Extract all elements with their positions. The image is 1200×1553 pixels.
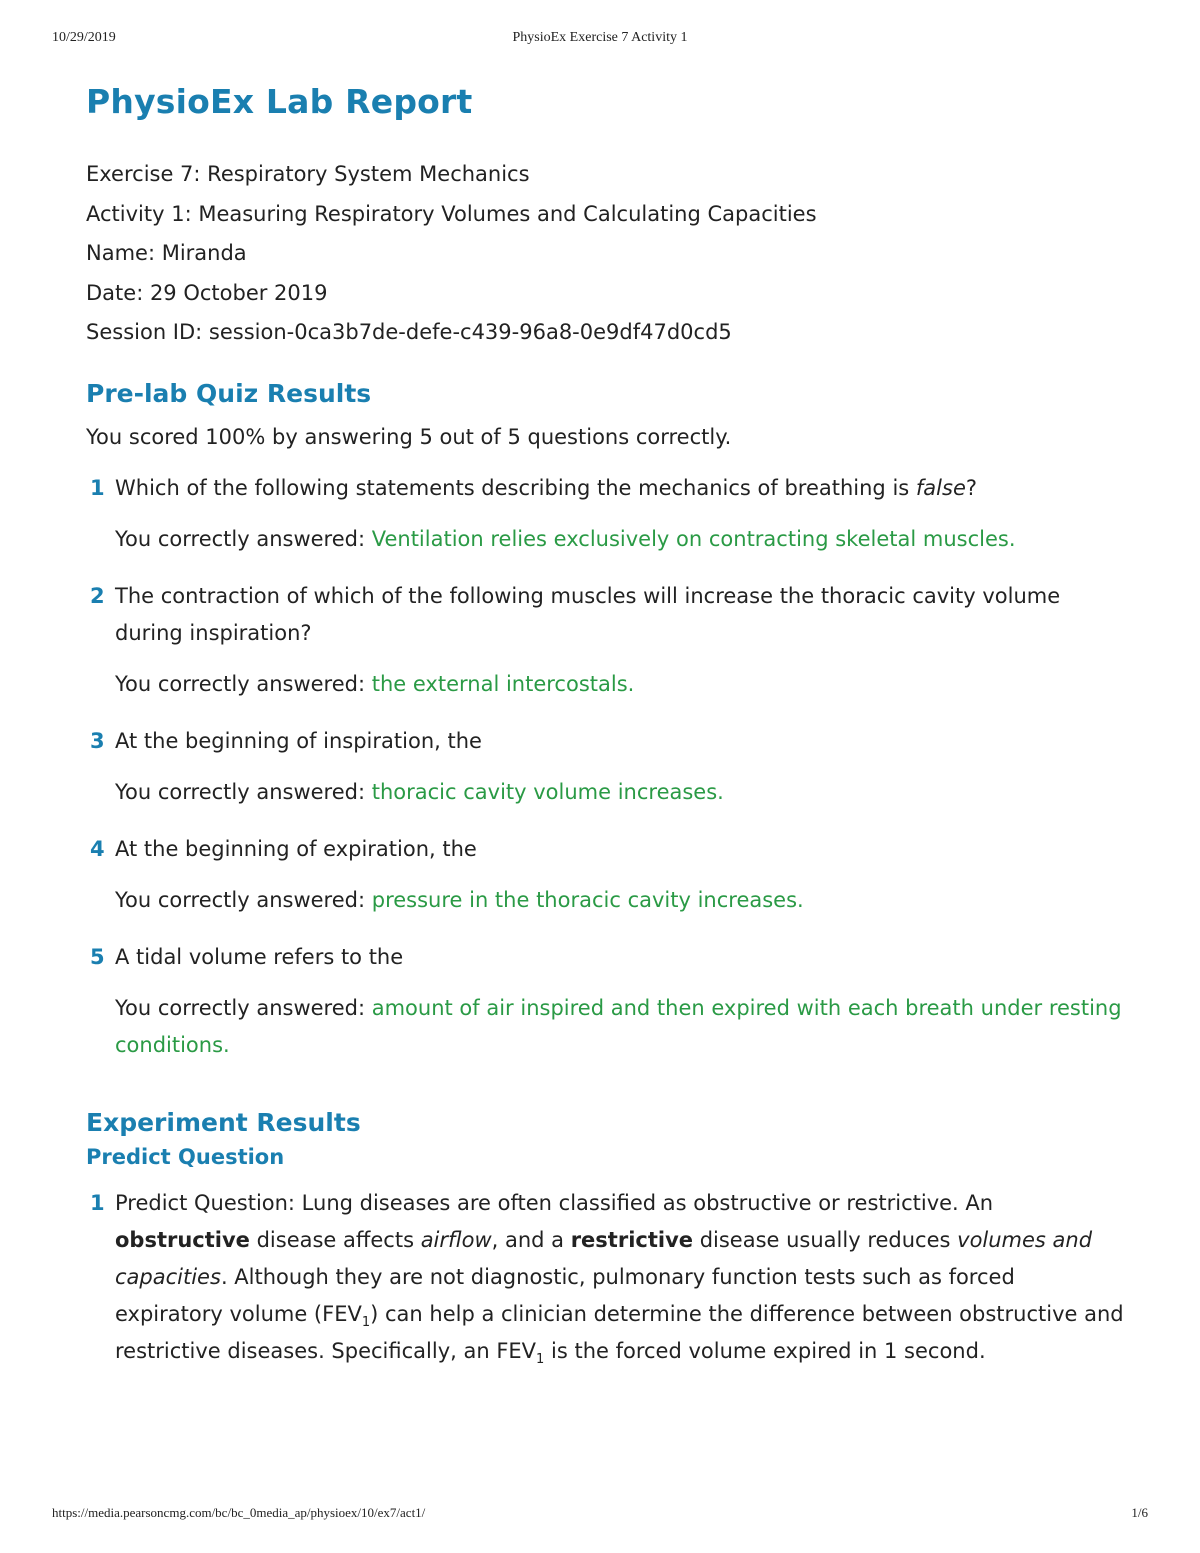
date-line: Date: 29 October 2019 — [86, 280, 328, 305]
question-answer — [115, 521, 1126, 558]
report-content — [86, 82, 1126, 1390]
print-doc-title: PhysioEx Exercise 7 Activity 1 — [512, 30, 688, 45]
question-number: 5 — [90, 944, 105, 969]
activity-line: Activity 1: Measuring Respiratory Volumes and Calculating Capacities — [86, 201, 817, 226]
question-text: At the beginning of expiration, the — [115, 836, 477, 861]
text-part: ) can help a clinician determine the difference between obstructive and restrictive diseases. Specifically, an FEV — [115, 1301, 1124, 1363]
answer-prefix: You correctly answered: — [115, 779, 372, 804]
page-number: 1/6 — [1131, 1505, 1148, 1520]
report-title: PhysioEx Lab Report — [86, 82, 473, 121]
question-text: The contraction of which of the following muscles will increase the thoracic cavity volume during inspiration? — [115, 583, 1061, 645]
text-italic: volumes and capacities — [115, 1227, 1093, 1289]
prelab-heading: Pre-lab Quiz Results — [86, 378, 372, 408]
text-part: disease affects — [249, 1227, 421, 1252]
answer-prefix: You correctly answered: — [115, 995, 372, 1020]
question-answer — [115, 666, 1126, 703]
name-line: Name: Miranda — [86, 241, 247, 265]
question-text: A tidal volume refers to the — [115, 944, 404, 969]
session-line: Session ID: session-0ca3b7de-defe-c439-96a8-0e9df47d0cd5 — [86, 320, 732, 344]
question-answer — [115, 990, 1126, 1064]
text-part: , and a — [491, 1227, 571, 1252]
question-text-part: ? — [965, 475, 978, 500]
correct-answer: pressure in the thoracic cavity increases. — [371, 887, 804, 912]
predict-subheading: Predict Question — [86, 1144, 285, 1169]
question-number: 1 — [90, 1190, 105, 1215]
question-text-part: Which of the following statements describing the mechanics of breathing is — [115, 475, 916, 500]
quiz-question-2 — [86, 578, 1126, 703]
text-italic: airflow — [420, 1227, 492, 1252]
text-subscript: 1 — [536, 1351, 545, 1367]
text-part: disease usually reduces — [693, 1227, 958, 1252]
question-number: 2 — [90, 583, 105, 608]
answer-prefix: You correctly answered: — [115, 887, 372, 912]
print-date: 10/29/2019 — [52, 30, 116, 45]
print-url: https://media.pearsoncmg.com/bc/bc_0media_ap/physioex/10/ex7/act1/ — [52, 1505, 426, 1520]
predict-question-text — [115, 1185, 1126, 1370]
predict-question-1 — [86, 1185, 1126, 1370]
exercise-line: Exercise 7: Respiratory System Mechanics — [86, 162, 530, 186]
question-answer — [115, 774, 1126, 811]
quiz-question-1 — [86, 470, 1126, 558]
prelab-score: You scored 100% by answering 5 out of 5 questions correctly. — [86, 424, 732, 449]
text-subscript: 1 — [361, 1314, 371, 1330]
question-number: 1 — [90, 475, 105, 500]
text-part: Predict Question: Lung diseases are often classified as obstructive or restrictive. An — [115, 1190, 994, 1215]
question-text — [115, 470, 1126, 507]
correct-answer: thoracic cavity volume increases. — [371, 779, 724, 804]
text-bold: restrictive — [570, 1227, 694, 1252]
quiz-question-3 — [86, 723, 1126, 811]
correct-answer: Ventilation relies exclusively on contracting skeletal muscles. — [371, 526, 1016, 551]
quiz-question-4 — [86, 831, 1126, 919]
question-text: At the beginning of inspiration, the — [115, 728, 482, 753]
question-text-emphasis: false — [915, 475, 966, 500]
question-answer — [115, 882, 1126, 919]
text-part: is the forced volume expired in 1 second. — [544, 1338, 986, 1363]
answer-prefix: You correctly answered: — [115, 526, 372, 551]
text-bold: obstructive — [115, 1227, 250, 1252]
text-part: . Although they are not diagnostic, pulmonary function tests such as forced expiratory volume (FEV — [115, 1264, 1015, 1326]
print-header — [52, 30, 1148, 50]
print-footer — [52, 1505, 1148, 1525]
quiz-question-5 — [86, 939, 1126, 1064]
correct-answer: the external intercostals. — [371, 671, 635, 696]
experiment-heading: Experiment Results — [86, 1107, 361, 1137]
answer-prefix: You correctly answered: — [115, 671, 372, 696]
question-number: 4 — [90, 836, 105, 861]
question-number: 3 — [90, 728, 105, 753]
correct-answer: amount of air inspired and then expired with each breath under resting conditions. — [115, 995, 1122, 1057]
